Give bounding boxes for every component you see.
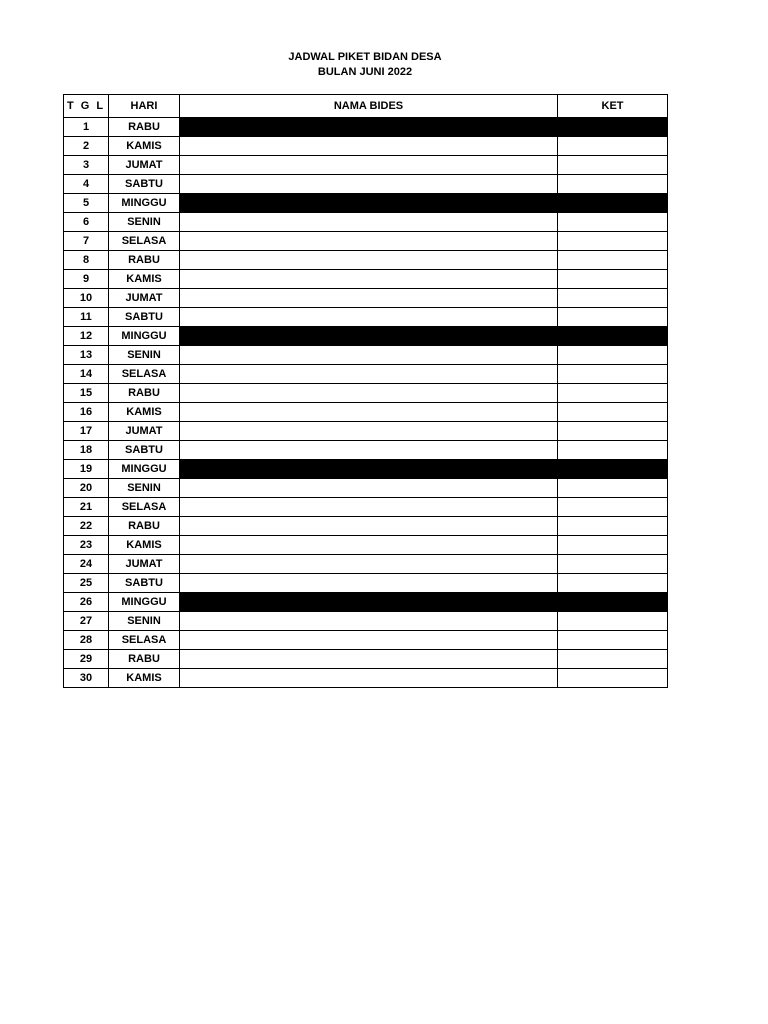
cell-ket xyxy=(558,555,668,574)
table-row xyxy=(64,517,668,536)
cell-tgl: 26 xyxy=(64,593,109,612)
cell-nama-bides xyxy=(180,555,558,574)
cell-ket xyxy=(558,232,668,251)
table-row xyxy=(64,270,668,289)
cell-nama-bides xyxy=(180,156,558,175)
cell-tgl: 10 xyxy=(64,289,109,308)
cell-hari: SELASA xyxy=(109,631,180,650)
cell-ket xyxy=(558,175,668,194)
table-row xyxy=(64,593,668,612)
cell-hari: JUMAT xyxy=(109,555,180,574)
cell-hari: SABTU xyxy=(109,574,180,593)
cell-hari: JUMAT xyxy=(109,156,180,175)
cell-nama-bides xyxy=(180,137,558,156)
table-row xyxy=(64,422,668,441)
header-tgl-label: T G L xyxy=(66,100,106,112)
cell-tgl: 15 xyxy=(64,384,109,403)
cell-tgl: 17 xyxy=(64,422,109,441)
cell-tgl: 9 xyxy=(64,270,109,289)
table-row xyxy=(64,289,668,308)
cell-hari: KAMIS xyxy=(109,403,180,422)
cell-tgl: 8 xyxy=(64,251,109,270)
cell-ket xyxy=(558,574,668,593)
cell-tgl: 4 xyxy=(64,175,109,194)
cell-ket xyxy=(558,498,668,517)
cell-tgl: 6 xyxy=(64,213,109,232)
cell-ket xyxy=(558,650,668,669)
cell-hari: MINGGU xyxy=(109,593,180,612)
header-tgl xyxy=(64,95,109,118)
cell-ket xyxy=(558,213,668,232)
cell-ket xyxy=(558,593,668,612)
cell-tgl: 7 xyxy=(64,232,109,251)
table-header-row xyxy=(64,95,668,118)
cell-hari: SABTU xyxy=(109,175,180,194)
cell-ket xyxy=(558,270,668,289)
table-row xyxy=(64,479,668,498)
cell-tgl: 13 xyxy=(64,346,109,365)
cell-nama-bides xyxy=(180,517,558,536)
cell-ket xyxy=(558,308,668,327)
cell-nama-bides xyxy=(180,631,558,650)
cell-hari: SELASA xyxy=(109,232,180,251)
cell-tgl: 21 xyxy=(64,498,109,517)
cell-nama-bides xyxy=(180,308,558,327)
cell-nama-bides xyxy=(180,669,558,688)
table-row xyxy=(64,327,668,346)
cell-nama-bides xyxy=(180,384,558,403)
cell-ket xyxy=(558,612,668,631)
table-row xyxy=(64,365,668,384)
cell-hari: SELASA xyxy=(109,498,180,517)
cell-nama-bides xyxy=(180,650,558,669)
table-row xyxy=(64,232,668,251)
cell-ket xyxy=(558,327,668,346)
cell-hari: SABTU xyxy=(109,308,180,327)
table-row xyxy=(64,460,668,479)
cell-tgl: 29 xyxy=(64,650,109,669)
cell-nama-bides xyxy=(180,479,558,498)
cell-tgl: 19 xyxy=(64,460,109,479)
cell-nama-bides xyxy=(180,232,558,251)
table-row xyxy=(64,403,668,422)
cell-tgl: 22 xyxy=(64,517,109,536)
table-row xyxy=(64,536,668,555)
cell-ket xyxy=(558,517,668,536)
cell-tgl: 30 xyxy=(64,669,109,688)
cell-hari: JUMAT xyxy=(109,289,180,308)
header-nama-bides: NAMA BIDES xyxy=(180,95,558,118)
cell-tgl: 1 xyxy=(64,118,109,137)
table-row xyxy=(64,251,668,270)
cell-tgl: 20 xyxy=(64,479,109,498)
cell-hari: KAMIS xyxy=(109,536,180,555)
cell-hari: SENIN xyxy=(109,479,180,498)
cell-nama-bides xyxy=(180,194,558,213)
cell-hari: RABU xyxy=(109,384,180,403)
cell-ket xyxy=(558,536,668,555)
table-row xyxy=(64,137,668,156)
cell-ket xyxy=(558,365,668,384)
cell-nama-bides xyxy=(180,346,558,365)
header-hari: HARI xyxy=(109,95,180,118)
cell-nama-bides xyxy=(180,536,558,555)
table-row xyxy=(64,213,668,232)
cell-ket xyxy=(558,156,668,175)
cell-ket xyxy=(558,631,668,650)
cell-nama-bides xyxy=(180,498,558,517)
table-row xyxy=(64,308,668,327)
cell-nama-bides xyxy=(180,612,558,631)
cell-ket xyxy=(558,403,668,422)
cell-ket xyxy=(558,118,668,137)
table-row xyxy=(64,194,668,213)
cell-ket xyxy=(558,384,668,403)
cell-ket xyxy=(558,346,668,365)
cell-nama-bides xyxy=(180,441,558,460)
cell-nama-bides xyxy=(180,213,558,232)
cell-hari: SELASA xyxy=(109,365,180,384)
schedule-table xyxy=(63,94,668,688)
cell-tgl: 3 xyxy=(64,156,109,175)
cell-tgl: 2 xyxy=(64,137,109,156)
cell-nama-bides xyxy=(180,574,558,593)
cell-ket xyxy=(558,479,668,498)
table-row xyxy=(64,118,668,137)
cell-ket xyxy=(558,289,668,308)
cell-hari: KAMIS xyxy=(109,137,180,156)
cell-hari: KAMIS xyxy=(109,270,180,289)
cell-tgl: 11 xyxy=(64,308,109,327)
document-subtitle: BULAN JUNI 2022 xyxy=(317,66,413,78)
cell-ket xyxy=(558,422,668,441)
table-row xyxy=(64,346,668,365)
cell-ket xyxy=(558,137,668,156)
table-row xyxy=(64,441,668,460)
cell-ket xyxy=(558,669,668,688)
table-row xyxy=(64,650,668,669)
cell-ket xyxy=(558,194,668,213)
cell-hari: SENIN xyxy=(109,346,180,365)
cell-tgl: 27 xyxy=(64,612,109,631)
cell-hari: RABU xyxy=(109,650,180,669)
cell-tgl: 12 xyxy=(64,327,109,346)
schedule-body xyxy=(64,118,668,688)
cell-tgl: 18 xyxy=(64,441,109,460)
table-row xyxy=(64,175,668,194)
cell-tgl: 24 xyxy=(64,555,109,574)
cell-hari: KAMIS xyxy=(109,669,180,688)
cell-nama-bides xyxy=(180,270,558,289)
cell-tgl: 5 xyxy=(64,194,109,213)
cell-hari: SABTU xyxy=(109,441,180,460)
table-row xyxy=(64,631,668,650)
cell-tgl: 25 xyxy=(64,574,109,593)
cell-nama-bides xyxy=(180,327,558,346)
cell-hari: JUMAT xyxy=(109,422,180,441)
table-row xyxy=(64,156,668,175)
table-row xyxy=(64,574,668,593)
cell-nama-bides xyxy=(180,403,558,422)
cell-nama-bides xyxy=(180,460,558,479)
cell-hari: SENIN xyxy=(109,612,180,631)
cell-hari: MINGGU xyxy=(109,460,180,479)
cell-nama-bides xyxy=(180,289,558,308)
cell-tgl: 28 xyxy=(64,631,109,650)
table-row xyxy=(64,498,668,517)
cell-nama-bides xyxy=(180,593,558,612)
table-row xyxy=(64,555,668,574)
cell-hari: RABU xyxy=(109,118,180,137)
table-row xyxy=(64,612,668,631)
cell-hari: MINGGU xyxy=(109,194,180,213)
cell-nama-bides xyxy=(180,251,558,270)
table-row xyxy=(64,669,668,688)
cell-hari: RABU xyxy=(109,517,180,536)
cell-nama-bides xyxy=(180,422,558,441)
cell-nama-bides xyxy=(180,365,558,384)
cell-ket xyxy=(558,251,668,270)
cell-hari: RABU xyxy=(109,251,180,270)
cell-nama-bides xyxy=(180,118,558,137)
cell-ket xyxy=(558,460,668,479)
cell-tgl: 23 xyxy=(64,536,109,555)
cell-tgl: 16 xyxy=(64,403,109,422)
header-ket: KET xyxy=(558,95,668,118)
table-row xyxy=(64,384,668,403)
cell-ket xyxy=(558,441,668,460)
document-title: JADWAL PIKET BIDAN DESA xyxy=(288,51,442,63)
cell-tgl: 14 xyxy=(64,365,109,384)
cell-nama-bides xyxy=(180,175,558,194)
cell-hari: SENIN xyxy=(109,213,180,232)
cell-hari: MINGGU xyxy=(109,327,180,346)
